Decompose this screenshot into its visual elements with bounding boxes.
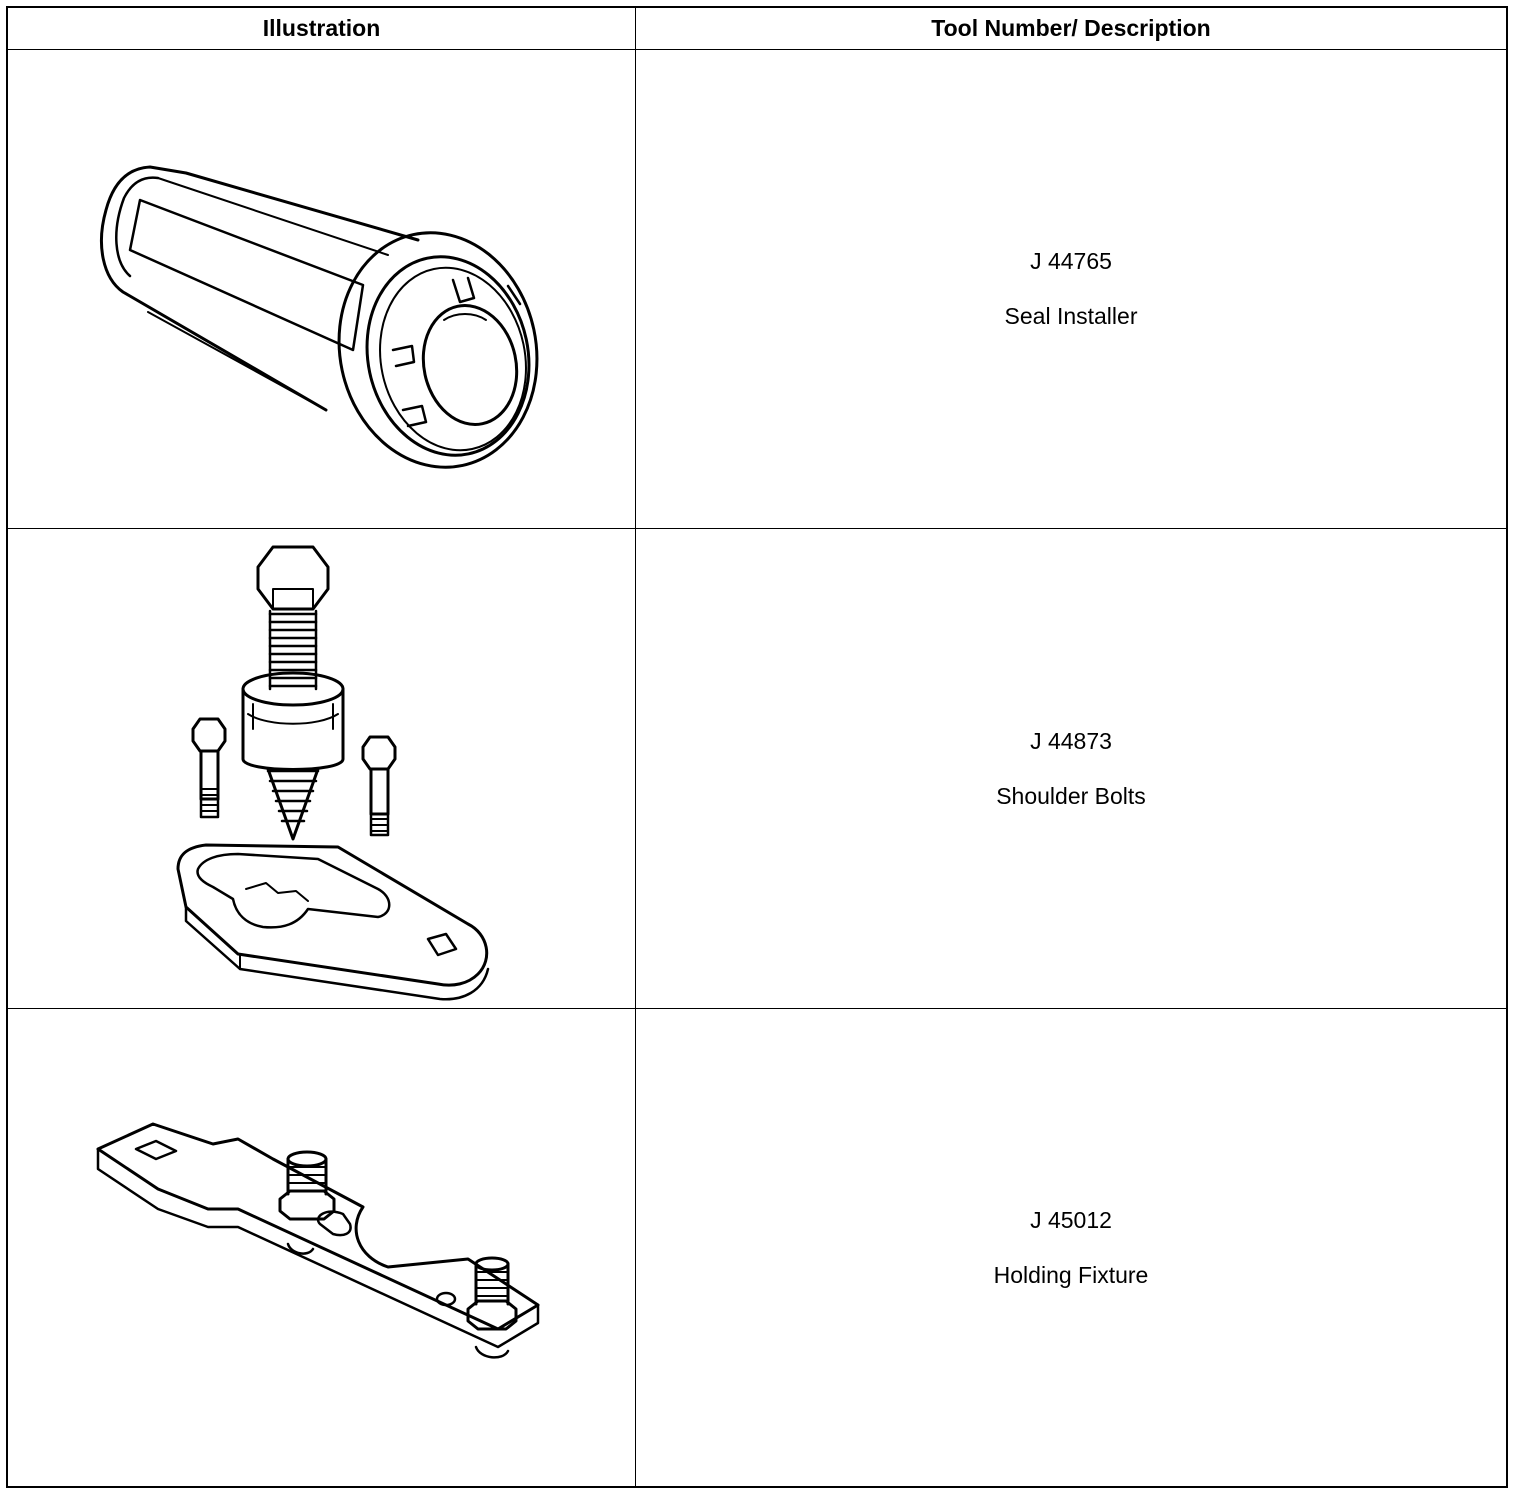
table-row [8, 529, 1506, 1008]
tool-description-cell [636, 50, 1506, 528]
shoulder-bolts-icon [8, 529, 635, 1008]
header-description [636, 8, 1506, 49]
tool-table [6, 6, 1508, 1488]
holding-fixture-icon [8, 1009, 635, 1486]
header-illustration-label: Illustration [262, 15, 381, 41]
table-row [8, 50, 1506, 528]
seal-installer-icon [8, 50, 635, 528]
tool-number: J 45012 [1030, 1206, 1112, 1233]
tool-description: Holding Fixture [993, 1261, 1149, 1288]
table-row [8, 1009, 1506, 1486]
tool-number: J 44765 [1030, 248, 1112, 274]
header-description-label: Tool Number/ Description [931, 15, 1211, 41]
tool-description-cell [636, 529, 1506, 1008]
tool-description: Shoulder Bolts [996, 782, 1146, 809]
tool-number: J 44873 [1030, 727, 1112, 754]
tool-description-cell [636, 1009, 1506, 1486]
header-illustration [8, 8, 635, 49]
tool-description: Seal Installer [1004, 303, 1138, 329]
